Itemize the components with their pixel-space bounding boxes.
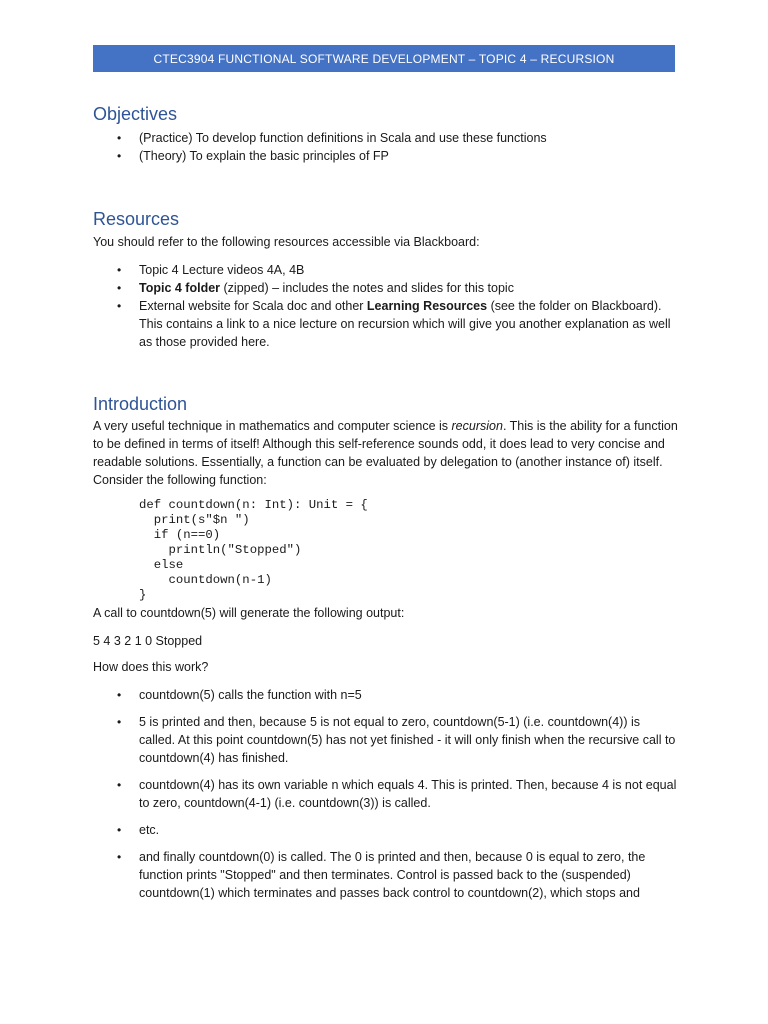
bullet-icon: • <box>117 823 122 837</box>
objectives-list <box>93 129 678 165</box>
list-item: • countdown(4) has its own variable n which equals 4. This is printed. Then, because 4 is not equal to zero, countdown(4-1) (i.e. countdown(3)) is called. <box>117 778 677 810</box>
resources-heading: Resources <box>93 209 180 229</box>
list-item: • (Practice) To develop function definitions in Scala and use these functions <box>117 131 547 145</box>
resources-intro: You should refer to the following resources accessible via Blackboard: <box>93 235 480 249</box>
introduction-paragraph: A very useful technique in mathematics and computer science is recursion. This is the ability for a function to be defined in terms of itself! Although this self-reference sounds odd, it does lead to very concise and readable solutions. Essentially, a function can be evaluated by delegation to (another instance of) itself. Consider the following function: <box>93 419 678 487</box>
list-item: • Topic 4 Lecture videos 4A, 4B <box>117 263 305 277</box>
bullet-icon: • <box>117 263 122 277</box>
bullet-icon: • <box>117 281 122 295</box>
list-item: • (Theory) To explain the basic principles of FP <box>117 149 389 163</box>
bullet-icon: • <box>117 149 122 163</box>
resources-list <box>93 261 678 351</box>
header-title: CTEC3904 FUNCTIONAL SOFTWARE DEVELOPMENT – TOPIC 4 – RECURSION <box>153 51 615 66</box>
list-item: • External website for Scala doc and other Learning Resources (see the folder on Blackboard). This contains a link to a nice lecture on recursion which will give you another explanation as well as those provided here. <box>117 299 671 349</box>
bullet-icon: • <box>117 715 122 729</box>
document-header <box>93 45 675 72</box>
call-text: A call to countdown(5) will generate the following output: <box>93 606 405 620</box>
bullet-icon: • <box>117 299 122 313</box>
list-item: • 5 is printed and then, because 5 is not equal to zero, countdown(5-1) (i.e. countdown(4)) is called. At this point countdown(5) has not yet finished - it will only finish when the recursive call to countdown(4) has finished. <box>117 715 676 765</box>
list-item: • countdown(5) calls the function with n=5 <box>117 688 362 702</box>
bullet-icon: • <box>117 778 122 792</box>
objectives-heading: Objectives <box>93 104 178 124</box>
list-item: • Topic 4 folder (zipped) – includes the notes and slides for this topic <box>117 281 514 295</box>
output-text: 5 4 3 2 1 0 Stopped <box>93 634 203 648</box>
list-item: • etc. <box>117 823 160 837</box>
introduction-heading: Introduction <box>93 394 188 414</box>
bullet-icon: • <box>117 131 122 145</box>
code-block: def countdown(n: Int): Unit = { print(s"$n ") if (n==0) println("Stopped") else countdown(n-1) } <box>139 498 368 602</box>
bullet-icon: • <box>117 850 122 864</box>
list-item: • and finally countdown(0) is called. The 0 is printed and then, because 0 is equal to zero, the function prints "Stopped" and then terminates. Control is passed back to the (suspended) countdown(1) which terminates and passes back control to countdown(2), which stops and <box>117 850 646 900</box>
question-text: How does this work? <box>93 660 209 674</box>
steps-list <box>93 686 678 902</box>
bullet-icon: • <box>117 688 122 702</box>
